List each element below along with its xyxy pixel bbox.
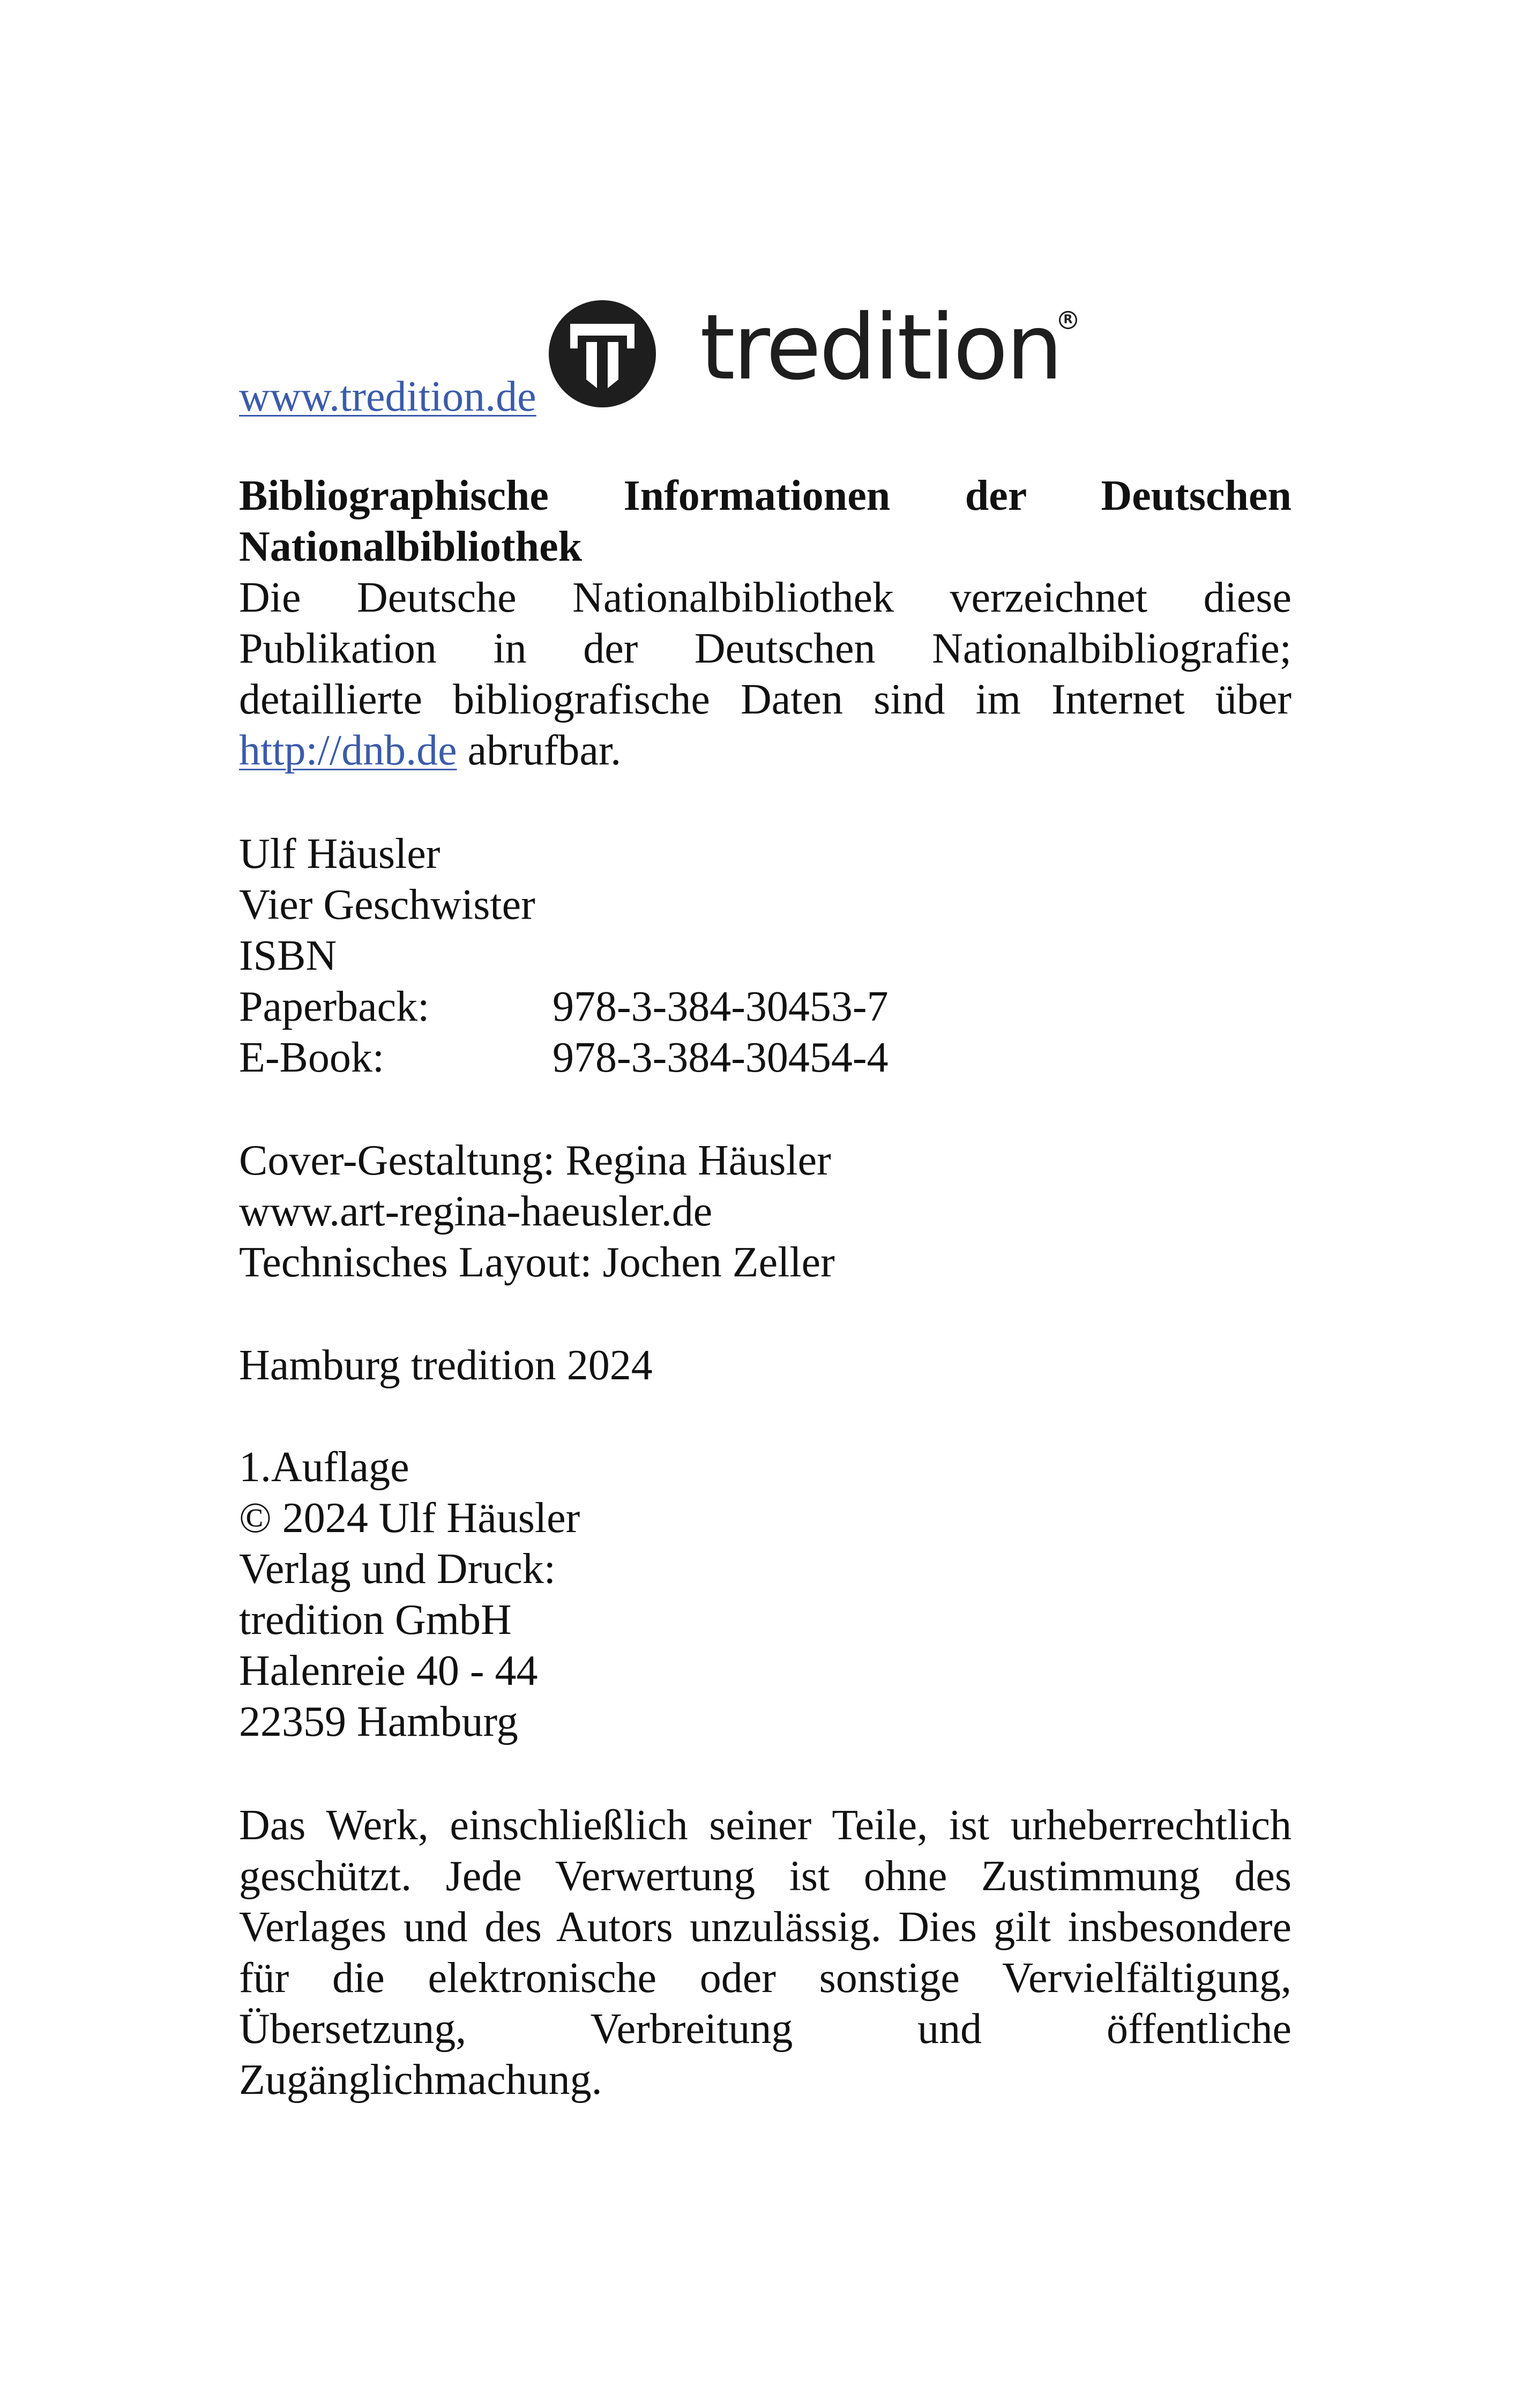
ebook-isbn: 978-3-384-30454-4 — [553, 1034, 889, 1081]
paperback-label: Paperback: — [239, 983, 430, 1030]
bibliographic-text-line-1: Die Deutsche Nationalbibliothek verzeichnet diese — [239, 574, 1291, 621]
publisher-section — [239, 1442, 1291, 1748]
isbn-ebook-row — [239, 1032, 1291, 1083]
credits-section — [239, 1135, 1291, 1288]
dnb-link[interactable]: http://dnb.de — [239, 727, 457, 774]
publisher-heading: Verlag und Druck: — [239, 1545, 556, 1593]
isbn-heading: ISBN — [239, 932, 337, 979]
publisher-header — [239, 295, 1291, 420]
bibliographic-text-line-2: Publikation in der Deutschen Nationalbibliografie; — [239, 625, 1291, 672]
bibliographic-text-tail: abrufbar. — [457, 727, 622, 774]
bibliographic-text-line-3: detaillierte bibliografische Daten sind im Internet über — [239, 676, 1291, 723]
copyright-notice: © 2024 Ulf Häusler — [239, 1495, 580, 1542]
bibliographic-heading-line-2: Nationalbibliothek — [239, 523, 583, 570]
legal-line-4: für die elektronische oder sonstige Vervielfältigung, — [239, 1954, 1291, 2002]
imprint-page — [239, 0, 1291, 2408]
ebook-label: E-Book: — [239, 1034, 385, 1081]
legal-notice-section — [239, 1800, 1291, 2106]
book-title: Vier Geschwister — [239, 881, 535, 928]
tredition-wordmark: tredition — [700, 295, 1061, 400]
layout-credit: Technisches Layout: Jochen Zeller — [239, 1239, 835, 1286]
edition: 1.Auflage — [239, 1444, 409, 1491]
cover-credit: Cover-Gestaltung: Regina Häusler — [239, 1137, 831, 1184]
registered-mark: R — [1059, 311, 1077, 329]
imprint-line-section — [239, 1340, 1291, 1391]
legal-line-5: Übersetzung, Verbreitung und öffentliche — [239, 2005, 1291, 2053]
legal-line-3: Verlages und des Autors unzulässig. Dies gilt insbesondere — [239, 1904, 1291, 1951]
paperback-isbn: 978-3-384-30453-7 — [553, 983, 889, 1030]
bibliographic-info-section — [239, 471, 1291, 776]
place-publisher-year: Hamburg tredition 2024 — [239, 1342, 653, 1389]
bibliographic-heading-line-1: Bibliographische Informationen der Deutschen — [239, 472, 1291, 519]
isbn-paperback-row — [239, 982, 1291, 1032]
publisher-company: tredition GmbH — [239, 1596, 512, 1644]
publisher-street: Halenreie 40 - 44 — [239, 1647, 538, 1694]
website-link[interactable]: www.tredition.de — [239, 373, 536, 420]
bibliographic-text-line-4 — [239, 725, 1291, 776]
legal-line-6: Zugänglichmachung. — [239, 2056, 602, 2104]
tredition-t-logo-icon — [549, 300, 656, 407]
legal-line-1: Das Werk, einschließlich seiner Teile, ist urheberrechtlich — [239, 1802, 1291, 1849]
legal-line-2: geschützt. Jede Verwertung ist ohne Zustimmung des — [239, 1853, 1291, 1900]
publisher-city: 22359 Hamburg — [239, 1698, 518, 1745]
author-name: Ulf Häusler — [239, 830, 441, 878]
book-details-section — [239, 829, 1291, 1083]
cover-artist-website: www.art-regina-haeusler.de — [239, 1188, 713, 1235]
